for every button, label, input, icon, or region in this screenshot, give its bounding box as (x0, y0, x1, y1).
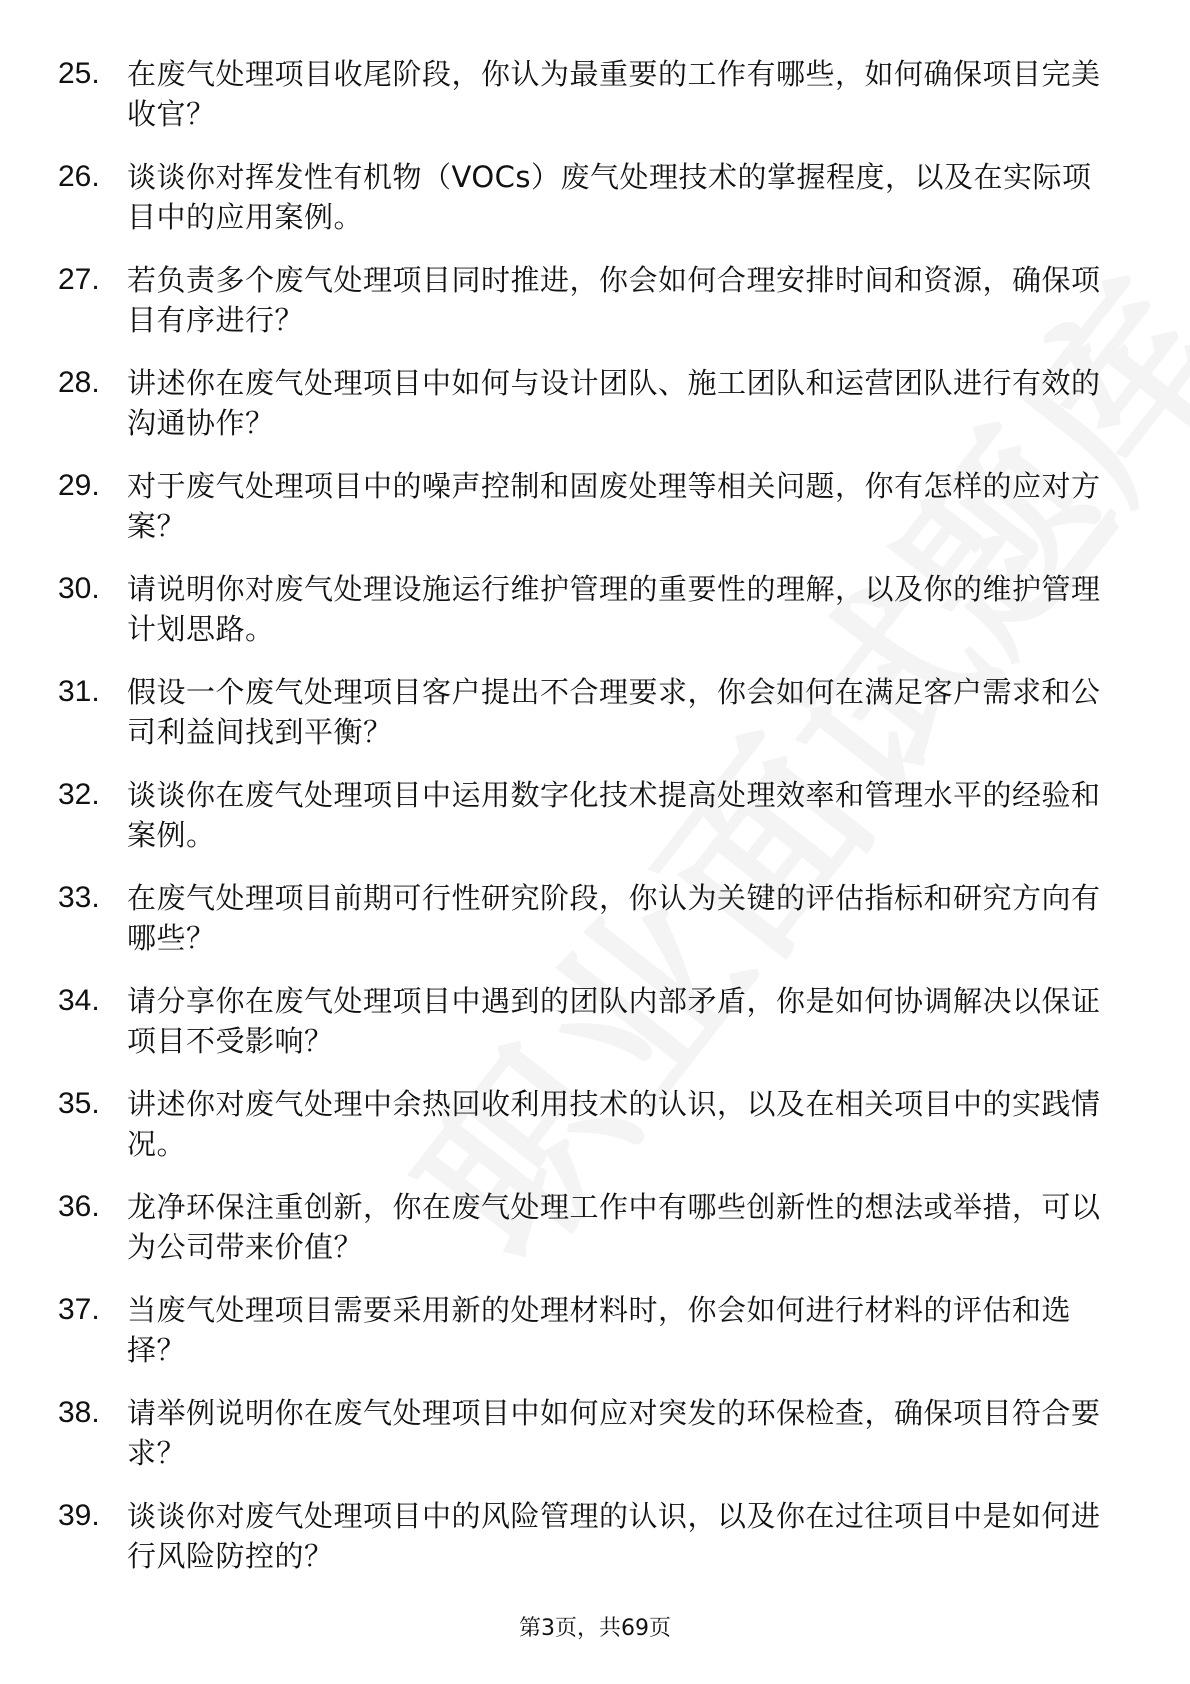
question-number: 26. (58, 160, 100, 193)
question-item (58, 54, 1118, 157)
question-item (58, 1393, 1118, 1496)
question-text: 谈谈你对挥发性有机物（VOCs）废气处理技术的掌握程度，以及在实际项目中的应用案例。 (127, 160, 1092, 234)
page-number-label: 第3页，共69页 (519, 1616, 671, 1641)
question-item (58, 981, 1118, 1084)
question-number: 39. (58, 1499, 100, 1532)
question-list (58, 54, 1118, 1599)
question-text: 在废气处理项目前期可行性研究阶段，你认为关键的评估指标和研究方向有哪些？ (127, 881, 1101, 955)
question-text: 请分享你在废气处理项目中遇到的团队内部矛盾，你是如何协调解决以保证项目不受影响？ (127, 984, 1101, 1058)
page-footer (0, 1614, 1190, 1644)
question-item (58, 466, 1118, 569)
question-text: 若负责多个废气处理项目同时推进，你会如何合理安排时间和资源，确保项目有序进行？ (127, 263, 1101, 337)
question-text: 讲述你在废气处理项目中如何与设计团队、施工团队和运营团队进行有效的沟通协作？ (127, 366, 1101, 440)
question-text: 对于废气处理项目中的噪声控制和固废处理等相关问题，你有怎样的应对方案？ (127, 469, 1101, 543)
question-text: 请举例说明你在废气处理项目中如何应对突发的环保检查，确保项目符合要求？ (127, 1396, 1101, 1470)
question-number: 27. (58, 263, 100, 296)
question-text: 请说明你对废气处理设施运行维护管理的重要性的理解，以及你的维护管理计划思路。 (127, 572, 1101, 646)
question-number: 36. (58, 1190, 100, 1223)
question-number: 30. (58, 572, 100, 605)
question-text: 在废气处理项目收尾阶段，你认为最重要的工作有哪些，如何确保项目完美收官？ (127, 57, 1101, 131)
question-text: 谈谈你对废气处理项目中的风险管理的认识，以及你在过往项目中是如何进行风险防控的？ (127, 1499, 1101, 1573)
question-text: 假设一个废气处理项目客户提出不合理要求，你会如何在满足客户需求和公司利益间找到平衡？ (127, 675, 1101, 749)
question-text: 谈谈你在废气处理项目中运用数字化技术提高处理效率和管理水平的经验和案例。 (127, 778, 1101, 852)
question-text: 龙净环保注重创新，你在废气处理工作中有哪些创新性的想法或举措，可以为公司带来价值？ (127, 1190, 1101, 1264)
question-item (58, 672, 1118, 775)
question-number: 33. (58, 881, 100, 914)
question-item (58, 569, 1118, 672)
question-item (58, 1290, 1118, 1393)
question-number: 29. (58, 469, 100, 502)
question-item (58, 1084, 1118, 1187)
question-item (58, 878, 1118, 981)
question-item (58, 1496, 1118, 1599)
question-number: 25. (58, 57, 100, 90)
question-text: 当废气处理项目需要采用新的处理材料时，你会如何进行材料的评估和选择？ (127, 1293, 1072, 1367)
question-number: 31. (58, 675, 100, 708)
question-item (58, 260, 1118, 363)
question-text: 讲述你对废气处理中余热回收利用技术的认识，以及在相关项目中的实践情况。 (127, 1087, 1101, 1161)
question-item (58, 363, 1118, 466)
question-number: 34. (58, 984, 100, 1017)
question-item (58, 157, 1118, 260)
question-number: 32. (58, 778, 100, 811)
question-number: 35. (58, 1087, 100, 1120)
question-item (58, 1187, 1118, 1290)
question-item (58, 775, 1118, 878)
question-number: 28. (58, 366, 100, 399)
question-number: 37. (58, 1293, 100, 1326)
question-number: 38. (58, 1396, 100, 1429)
